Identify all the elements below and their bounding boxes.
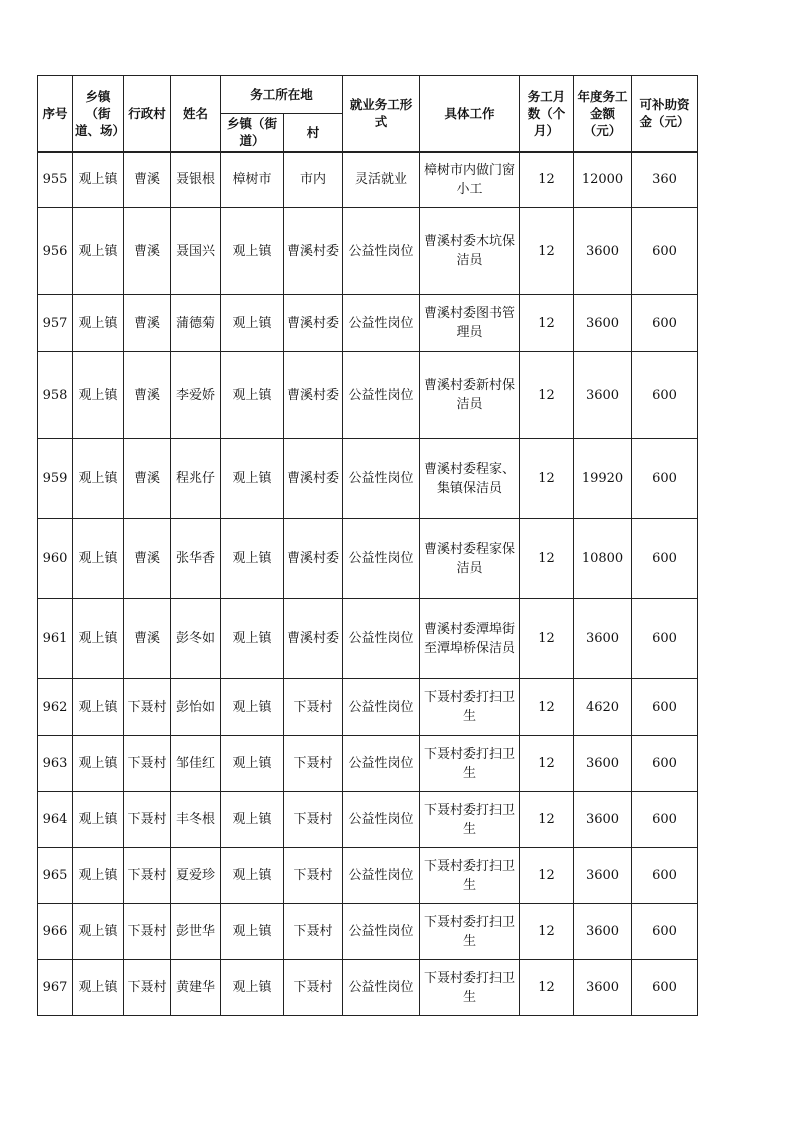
cell-seq: 959	[38, 439, 73, 519]
cell-amount: 4620	[574, 679, 632, 736]
cell-form: 公益性岗位	[343, 904, 420, 960]
cell-form: 公益性岗位	[343, 439, 420, 519]
cell-loc-village: 曹溪村委	[284, 599, 343, 679]
cell-work: 下聂村委打扫卫生	[420, 848, 520, 904]
header-subsidy: 可补助资金（元）	[632, 76, 698, 152]
table-row	[38, 848, 698, 904]
cell-work: 曹溪村委程家保洁员	[420, 519, 520, 599]
cell-seq: 956	[38, 208, 73, 295]
cell-work: 曹溪村委程家、集镇保洁员	[420, 439, 520, 519]
cell-village: 曹溪	[124, 295, 171, 352]
table-row	[38, 439, 698, 519]
cell-subsidy: 600	[632, 792, 698, 848]
cell-amount: 3600	[574, 904, 632, 960]
cell-form: 公益性岗位	[343, 519, 420, 599]
cell-loc-town: 观上镇	[221, 960, 284, 1016]
cell-months: 12	[520, 208, 574, 295]
header-annual-income: 年度务工金额（元）	[574, 76, 632, 152]
cell-subsidy: 600	[632, 960, 698, 1016]
cell-seq: 966	[38, 904, 73, 960]
employment-table	[37, 75, 698, 1016]
cell-work: 下聂村委打扫卫生	[420, 679, 520, 736]
header-name: 姓名	[171, 76, 221, 152]
cell-seq: 967	[38, 960, 73, 1016]
cell-seq: 962	[38, 679, 73, 736]
cell-work: 曹溪村委新村保洁员	[420, 352, 520, 439]
table-row	[38, 736, 698, 792]
cell-loc-village: 市内	[284, 152, 343, 208]
cell-loc-town: 观上镇	[221, 208, 284, 295]
cell-subsidy: 600	[632, 439, 698, 519]
cell-name: 蒲德菊	[171, 295, 221, 352]
cell-village: 下聂村	[124, 904, 171, 960]
cell-amount: 3600	[574, 599, 632, 679]
cell-form: 公益性岗位	[343, 352, 420, 439]
cell-town: 观上镇	[73, 736, 124, 792]
cell-name: 聂国兴	[171, 208, 221, 295]
cell-subsidy: 600	[632, 599, 698, 679]
cell-seq: 960	[38, 519, 73, 599]
cell-months: 12	[520, 679, 574, 736]
cell-loc-town: 樟树市	[221, 152, 284, 208]
cell-loc-village: 曹溪村委	[284, 352, 343, 439]
cell-form: 公益性岗位	[343, 960, 420, 1016]
cell-months: 12	[520, 960, 574, 1016]
cell-town: 观上镇	[73, 599, 124, 679]
cell-form: 公益性岗位	[343, 736, 420, 792]
cell-form: 公益性岗位	[343, 295, 420, 352]
cell-amount: 3600	[574, 960, 632, 1016]
cell-name: 彭世华	[171, 904, 221, 960]
header-months: 务工月数（个月）	[520, 76, 574, 152]
cell-village: 曹溪	[124, 599, 171, 679]
cell-work: 曹溪村委图书管理员	[420, 295, 520, 352]
cell-seq: 965	[38, 848, 73, 904]
cell-name: 彭怡如	[171, 679, 221, 736]
cell-amount: 12000	[574, 152, 632, 208]
cell-seq: 958	[38, 352, 73, 439]
cell-work: 下聂村委打扫卫生	[420, 792, 520, 848]
cell-months: 12	[520, 152, 574, 208]
cell-subsidy: 600	[632, 352, 698, 439]
cell-village: 下聂村	[124, 960, 171, 1016]
cell-name: 黄建华	[171, 960, 221, 1016]
cell-name: 丰冬根	[171, 792, 221, 848]
header-work-location: 务工所在地	[221, 76, 343, 114]
cell-amount: 10800	[574, 519, 632, 599]
cell-name: 张华香	[171, 519, 221, 599]
cell-loc-village: 下聂村	[284, 904, 343, 960]
cell-village: 下聂村	[124, 848, 171, 904]
cell-months: 12	[520, 736, 574, 792]
cell-form: 公益性岗位	[343, 848, 420, 904]
cell-name: 聂银根	[171, 152, 221, 208]
cell-loc-village: 下聂村	[284, 736, 343, 792]
cell-form: 公益性岗位	[343, 679, 420, 736]
cell-work: 下聂村委打扫卫生	[420, 904, 520, 960]
table-row	[38, 960, 698, 1016]
cell-amount: 3600	[574, 736, 632, 792]
cell-form: 公益性岗位	[343, 208, 420, 295]
cell-amount: 3600	[574, 295, 632, 352]
table-row	[38, 352, 698, 439]
cell-loc-town: 观上镇	[221, 848, 284, 904]
cell-amount: 3600	[574, 352, 632, 439]
cell-village: 曹溪	[124, 439, 171, 519]
cell-form: 公益性岗位	[343, 792, 420, 848]
cell-seq: 961	[38, 599, 73, 679]
cell-seq: 955	[38, 152, 73, 208]
cell-loc-village: 下聂村	[284, 792, 343, 848]
cell-subsidy: 600	[632, 904, 698, 960]
cell-months: 12	[520, 295, 574, 352]
cell-loc-town: 观上镇	[221, 519, 284, 599]
cell-subsidy: 600	[632, 736, 698, 792]
header-specific-work: 具体工作	[420, 76, 520, 152]
cell-seq: 964	[38, 792, 73, 848]
header-town: 乡镇（街道、场）	[73, 76, 124, 152]
cell-loc-village: 下聂村	[284, 679, 343, 736]
table-row	[38, 679, 698, 736]
cell-village: 下聂村	[124, 792, 171, 848]
cell-loc-town: 观上镇	[221, 679, 284, 736]
cell-months: 12	[520, 904, 574, 960]
cell-town: 观上镇	[73, 352, 124, 439]
cell-form: 公益性岗位	[343, 599, 420, 679]
cell-amount: 19920	[574, 439, 632, 519]
cell-form: 灵活就业	[343, 152, 420, 208]
cell-name: 彭冬如	[171, 599, 221, 679]
cell-village: 下聂村	[124, 736, 171, 792]
cell-months: 12	[520, 848, 574, 904]
cell-work: 下聂村委打扫卫生	[420, 736, 520, 792]
cell-months: 12	[520, 519, 574, 599]
cell-loc-village: 曹溪村委	[284, 295, 343, 352]
cell-loc-town: 观上镇	[221, 295, 284, 352]
cell-seq: 957	[38, 295, 73, 352]
cell-loc-town: 观上镇	[221, 792, 284, 848]
cell-subsidy: 600	[632, 848, 698, 904]
cell-loc-village: 下聂村	[284, 960, 343, 1016]
cell-subsidy: 600	[632, 679, 698, 736]
cell-town: 观上镇	[73, 295, 124, 352]
header-employment-form: 就业务工形式	[343, 76, 420, 152]
table-row	[38, 599, 698, 679]
cell-amount: 3600	[574, 848, 632, 904]
cell-name: 程兆仔	[171, 439, 221, 519]
cell-loc-town: 观上镇	[221, 439, 284, 519]
cell-months: 12	[520, 352, 574, 439]
table-row	[38, 152, 698, 208]
cell-loc-village: 曹溪村委	[284, 519, 343, 599]
header-loc-town: 乡镇（街道）	[221, 114, 284, 152]
cell-loc-village: 曹溪村委	[284, 439, 343, 519]
cell-months: 12	[520, 599, 574, 679]
header-loc-village: 村	[284, 114, 343, 152]
cell-months: 12	[520, 792, 574, 848]
cell-town: 观上镇	[73, 792, 124, 848]
cell-loc-village: 曹溪村委	[284, 208, 343, 295]
table-row	[38, 519, 698, 599]
cell-subsidy: 360	[632, 152, 698, 208]
table-row	[38, 792, 698, 848]
cell-loc-village: 下聂村	[284, 848, 343, 904]
cell-work: 樟树市内做门窗小工	[420, 152, 520, 208]
cell-seq: 963	[38, 736, 73, 792]
cell-subsidy: 600	[632, 295, 698, 352]
cell-loc-town: 观上镇	[221, 904, 284, 960]
cell-village: 曹溪	[124, 352, 171, 439]
cell-town: 观上镇	[73, 152, 124, 208]
cell-work: 曹溪村委潭埠街至潭埠桥保洁员	[420, 599, 520, 679]
cell-town: 观上镇	[73, 679, 124, 736]
cell-amount: 3600	[574, 792, 632, 848]
cell-town: 观上镇	[73, 519, 124, 599]
header-seq: 序号	[38, 76, 73, 152]
cell-work: 曹溪村委木坑保洁员	[420, 208, 520, 295]
cell-subsidy: 600	[632, 208, 698, 295]
cell-village: 曹溪	[124, 152, 171, 208]
table-header	[38, 76, 698, 152]
cell-work: 下聂村委打扫卫生	[420, 960, 520, 1016]
cell-town: 观上镇	[73, 848, 124, 904]
cell-months: 12	[520, 439, 574, 519]
cell-town: 观上镇	[73, 208, 124, 295]
table-row	[38, 208, 698, 295]
cell-loc-town: 观上镇	[221, 599, 284, 679]
cell-village: 下聂村	[124, 679, 171, 736]
cell-name: 李爱娇	[171, 352, 221, 439]
cell-subsidy: 600	[632, 519, 698, 599]
cell-loc-town: 观上镇	[221, 736, 284, 792]
cell-loc-town: 观上镇	[221, 352, 284, 439]
cell-village: 曹溪	[124, 208, 171, 295]
cell-amount: 3600	[574, 208, 632, 295]
cell-village: 曹溪	[124, 519, 171, 599]
table-row	[38, 904, 698, 960]
header-village: 行政村	[124, 76, 171, 152]
cell-town: 观上镇	[73, 904, 124, 960]
table-row	[38, 295, 698, 352]
cell-town: 观上镇	[73, 439, 124, 519]
table-body	[38, 152, 698, 1016]
cell-name: 夏爱珍	[171, 848, 221, 904]
cell-name: 邹佳红	[171, 736, 221, 792]
cell-town: 观上镇	[73, 960, 124, 1016]
